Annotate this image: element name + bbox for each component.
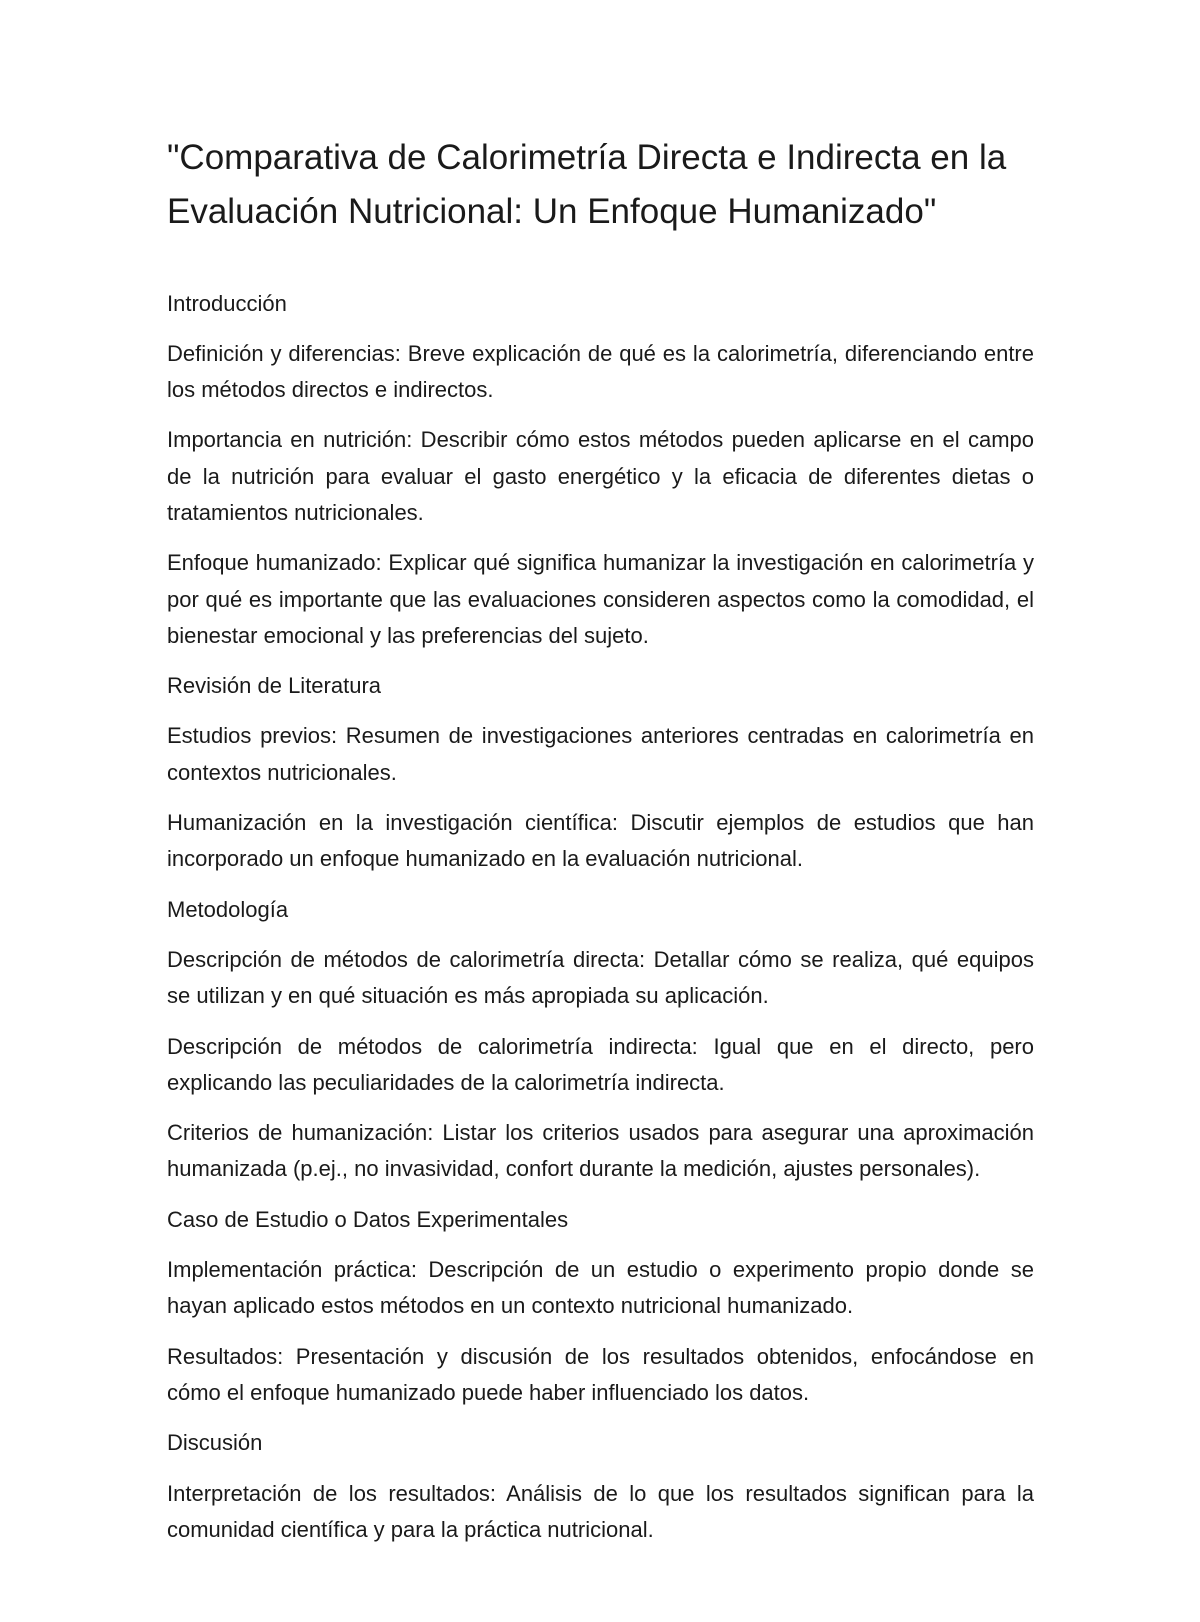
paragraph: Importancia en nutrición: Describir cómo estos métodos pueden aplicarse en el campo de la nutrición para evaluar el gasto energético y la eficacia de diferentes dietas o tratamientos nutricionales.	[167, 427, 1034, 525]
section-heading: Revisión de Literatura	[167, 673, 382, 699]
paragraph: Descripción de métodos de calorimetría directa: Detallar cómo se realiza, qué equipos se utilizan y en qué situación es más apropiada su aplicación.	[167, 946, 1034, 1009]
paragraph: Enfoque humanizado: Explicar qué significa humanizar la investigación en calorimetría y por qué es importante que las evaluaciones consideren aspectos como la comodidad, el bienestar emocional y las preferencias del sujeto.	[167, 550, 1034, 648]
paragraph: Resultados: Presentación y discusión de los resultados obtenidos, enfocándose en cómo el enfoque humanizado puede haber influenciado los datos.	[167, 1343, 1034, 1405]
document-title: "Comparativa de Calorimetría Directa e Indirecta en la Evaluación Nutricional: Un Enfoque Humanizado"	[167, 138, 1007, 232]
paragraph: Humanización en la investigación científica: Discutir ejemplos de estudios que han incorporado un enfoque humanizado en la evaluación nutricional.	[167, 810, 1034, 872]
paragraph: Descripción de métodos de calorimetría indirecta: Igual que en el directo, pero explicando las peculiaridades de la calorimetría indirecta.	[167, 1033, 1034, 1095]
section-heading: Metodología	[167, 896, 289, 922]
paragraph: Interpretación de los resultados: Análisis de lo que los resultados significan para la comunidad científica y para la práctica nutricional.	[167, 1480, 1034, 1542]
paragraph: Estudios previos: Resumen de investigaciones anteriores centradas en calorimetría en contextos nutricionales.	[167, 723, 1034, 785]
paragraph: Criterios de humanización: Listar los criterios usados para asegurar una aproximación humanizada (p.ej., no invasividad, confort durante la medición, ajustes personales).	[167, 1120, 1034, 1182]
document-body	[167, 286, 1034, 1549]
paragraph: Implementación práctica: Descripción de un estudio o experimento propio donde se hayan aplicado estos métodos en un contexto nutricional humanizado.	[167, 1257, 1034, 1319]
section-heading: Caso de Estudio o Datos Experimentales	[167, 1206, 569, 1232]
paragraph: Definición y diferencias: Breve explicación de qué es la calorimetría, diferenciando entre los métodos directos e indirectos.	[167, 340, 1034, 403]
section-heading: Discusión	[167, 1430, 263, 1456]
section-heading: Introducción	[167, 290, 287, 316]
